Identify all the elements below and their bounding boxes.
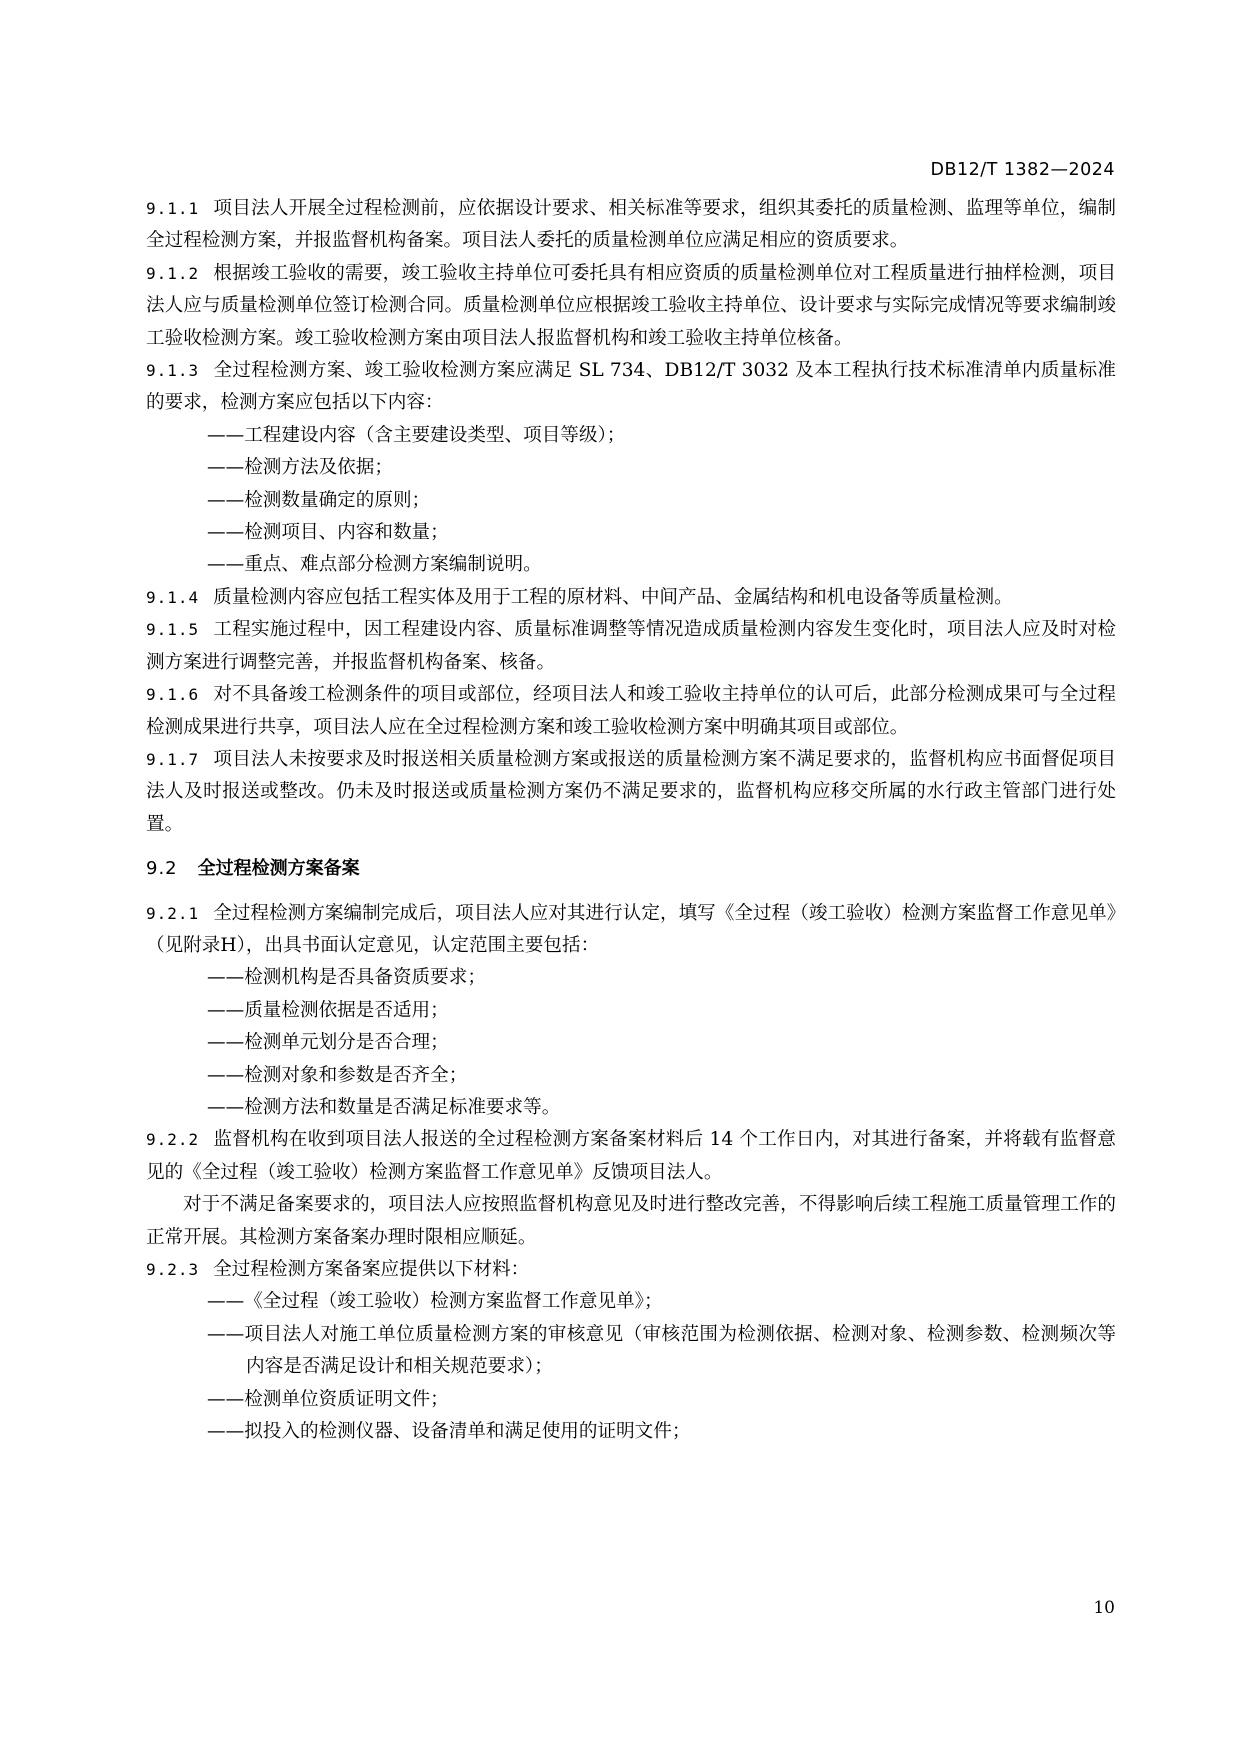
clause-9-1-1 — [146, 193, 1116, 258]
page-body — [146, 193, 1116, 1448]
list-item: ——检测单位资质证明文件； — [207, 1388, 449, 1410]
clause-number: 9.1.1 — [146, 199, 200, 218]
clause-9-2-1 — [146, 898, 1116, 963]
clause-9-2-2 — [146, 1124, 1116, 1189]
clause-number: 9.2.2 — [146, 1130, 200, 1150]
clause-text: 全过程检测方案编制完成后，项目法人应对其进行认定，填写《全过程（竣工验收）检测方案监督工作意见单》（见附录H），出具书面认定意见，认定范围主要包括： — [146, 902, 1116, 956]
clause-9-1-5 — [146, 614, 1116, 679]
list-item: ——检测数量确定的原则； — [207, 489, 431, 511]
list-item: ——检测机构是否具备资质要求； — [207, 967, 486, 989]
clause-text: 根据竣工验收的需要，竣工验收主持单位可委托具有相应资质的质量检测单位对工程质量进行抽样检测，项目法人应与质量检测单位签订检测合同。质量检测单位应根据竣工验收主持单位、设计要求与实际完成情况等要求编制竣工验收检测方案。竣工验收检测方案由项目法人报监督机构和竣工验收主持单位核备。 — [146, 262, 1116, 349]
clause-text: 全过程检测方案、竣工验收检测方案应满足 SL 734、DB12/T 3032 及本工程执行技术标准清单内质量标准的要求，检测方案应包括以下内容： — [146, 360, 1116, 414]
clause-number: 9.1.3 — [146, 361, 200, 381]
section-heading-9-2 — [146, 853, 1116, 885]
clause-text: 工程实施过程中，因工程建设内容、质量标准调整等情况造成质量检测内容发生变化时，项目法人应及时对检测方案进行调整完善，并报监督机构备案、核备。 — [146, 619, 1116, 673]
clause-text: 对不具备竣工检测条件的项目或部位，经项目法人和竣工验收主持单位的认可后，此部分检测成果可与全过程检测成果进行共享，项目法人应在全过程检测方案和竣工验收检测方案中明确其项目或部位。 — [146, 684, 1116, 738]
list-item: ——检测对象和参数是否齐全； — [207, 1064, 468, 1086]
clause-number: 9.1.6 — [146, 685, 200, 705]
clause-9-1-2 — [146, 258, 1116, 355]
section-title: 全过程检测方案备案 — [197, 858, 360, 880]
list-item: ——检测方法和数量是否满足标准要求等。 — [207, 1096, 561, 1118]
list-item: ——检测单元划分是否合理； — [207, 1032, 449, 1054]
list-item: ——工程建设内容（含主要建设类型、项目等级）； — [207, 424, 626, 446]
clause-9-1-4 — [146, 582, 1116, 614]
clause-text: 项目法人未按要求及时报送相关质量检测方案或报送的质量检测方案不满足要求的，监督机构应书面督促项目法人及时报送或整改。仍未及时报送或质量检测方案仍不满足要求的，监督机构应移交所属的水行政主管部门进行处置。 — [146, 748, 1116, 835]
clause-text: 项目法人开展全过程检测前，应依据设计要求、相关标准等要求，组织其委托的质量检测、监理等单位，编制全过程检测方案，并报监督机构备案。项目法人委托的质量检测单位应满足相应的资质要求。 — [146, 198, 1116, 252]
list-item: ——检测项目、内容和数量； — [207, 522, 449, 544]
clause-number: 9.2.1 — [146, 903, 200, 923]
list-item: ——项目法人对施工单位质量检测方案的审核意见（审核范围为检测依据、检测对象、检测参数、检测频次等内容是否满足设计和相关规范要求）； — [207, 1323, 1116, 1378]
list-item: ——拟投入的检测仪器、设备清单和满足使用的证明文件； — [207, 1421, 691, 1443]
clause-number: 9.1.2 — [146, 263, 200, 283]
list-item: ——重点、难点部分检测方案编制说明。 — [207, 554, 542, 576]
clause-9-1-7 — [146, 744, 1116, 841]
clause-9-1-6 — [146, 679, 1116, 744]
clause-text: 全过程检测方案备案应提供以下材料： — [213, 1259, 530, 1280]
list-item: ——质量检测依据是否适用； — [207, 999, 449, 1021]
clause-text: 监督机构在收到项目法人报送的全过程检测方案备案材料后 14 个工作日内，对其进行备案，并将载有监督意见的《全过程（竣工验收）检测方案监督工作意见单》反馈项目法人。 — [146, 1129, 1116, 1183]
clause-9-2-3 — [146, 1254, 1116, 1286]
clause-number: 9.1.5 — [146, 620, 200, 640]
list-item: ——《全过程（竣工验收）检测方案监督工作意见单》； — [207, 1291, 663, 1313]
clause-number: 9.2.3 — [146, 1260, 200, 1279]
clause-9-1-3 — [146, 355, 1116, 420]
clause-text: 质量检测内容应包括工程实体及用于工程的原材料、中间产品、金属结构和机电设备等质量检测。 — [213, 586, 1013, 608]
clause-number: 9.1.7 — [146, 749, 200, 769]
section-number: 9.2 — [146, 858, 178, 880]
list-item: ——检测方法及依据； — [207, 457, 393, 479]
clause-number: 9.1.4 — [146, 587, 200, 607]
document-code: DB12/T 1382—2024 — [930, 160, 1115, 180]
page-number: 10 — [1093, 1598, 1115, 1618]
paragraph-9-2-2-note: 对于不满足备案要求的，项目法人应按照监督机构意见及时进行整改完善，不得影响后续工程施工质量管理工作的正常开展。其检测方案备案办理时限相应顺延。 — [146, 1194, 1116, 1248]
